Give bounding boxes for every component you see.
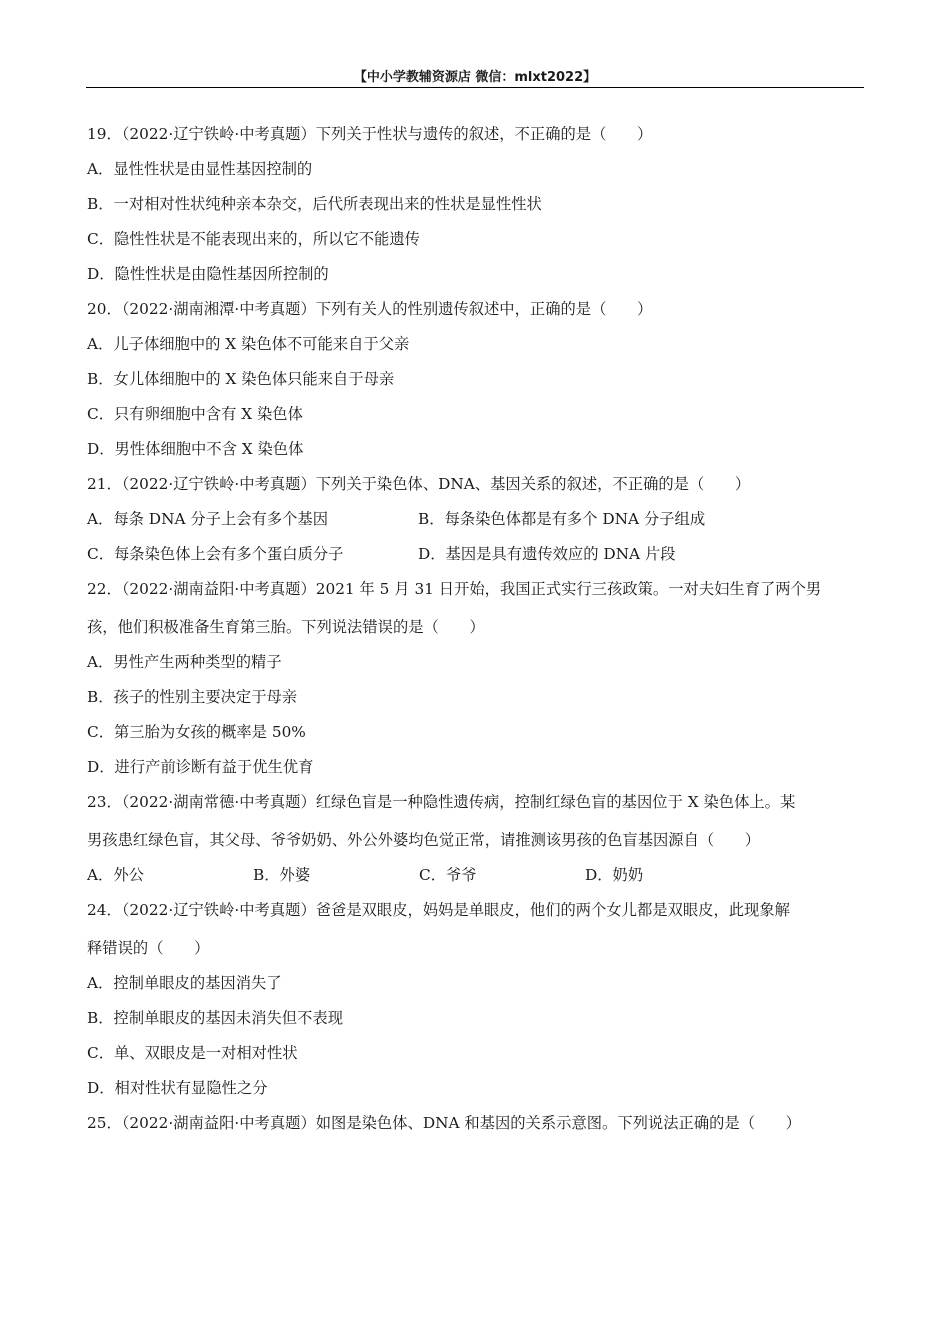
question-25-stem: 25．（2022·湖南益阳·中考真题）如图是染色体、DNA 和基因的关系示意图。下列说法正确的是（ ）: [87, 1114, 801, 1132]
question-21-options-row-1: [87, 509, 863, 529]
question-21-stem: 21．（2022·辽宁铁岭·中考真题）下列关于染色体、DNA、基因关系的叙述，不正确的是（ ）: [87, 475, 751, 493]
question-22-stem-line-2: 孩，他们积极准备生育第三胎。下列说法错误的是（ ）: [87, 618, 485, 636]
question-23-option-c: C．爷爷: [419, 866, 477, 884]
question-19-option-d: D．隐性性状是由隐性基因所控制的: [87, 265, 329, 283]
question-19-option-a: A．显性性状是由显性基因控制的: [87, 160, 313, 178]
question-20-option-a: A．儿子体细胞中的 X 染色体不可能来自于父亲: [87, 335, 410, 353]
question-19-stem: 19．（2022·辽宁铁岭·中考真题）下列关于性状与遗传的叙述，不正确的是（ ）: [87, 125, 653, 143]
question-23-stem-line-1: 23．（2022·湖南常德·中考真题）红绿色盲是一种隐性遗传病，控制红绿色盲的基因位于 X 染色体上。某: [87, 793, 796, 811]
question-23-option-d: D．奶奶: [585, 866, 644, 884]
page-header: 【中小学教辅资源店 微信：mlxt2022】: [353, 70, 597, 85]
question-24-option-b: B．控制单眼皮的基因未消失但不表现: [87, 1009, 343, 1027]
question-24-stem-line-2: 释错误的（ ）: [87, 939, 210, 957]
question-20-option-c: C．只有卵细胞中含有 X 染色体: [87, 405, 303, 423]
question-22-option-b: B．孩子的性别主要决定于母亲: [87, 688, 298, 706]
question-24-option-d: D．相对性状有显隐性之分: [87, 1079, 268, 1097]
question-22-option-c: C．第三胎为女孩的概率是 50%: [87, 723, 306, 741]
question-24-stem-line-1: 24．（2022·辽宁铁岭·中考真题）爸爸是双眼皮，妈妈是单眼皮，他们的两个女儿都是双眼皮，此现象解: [87, 901, 790, 919]
question-20-stem: 20．（2022·湖南湘潭·中考真题）下列有关人的性别遗传叙述中，正确的是（ ）: [87, 300, 653, 318]
question-21-option-d: D．基因是具有遗传效应的 DNA 片段: [418, 545, 676, 563]
header-rule: [86, 87, 864, 88]
question-24-option-c: C．单、双眼皮是一对相对性状: [87, 1044, 298, 1062]
question-24-option-a: A．控制单眼皮的基因消失了: [87, 974, 282, 992]
question-23-options-row: [87, 865, 863, 885]
question-21-option-b: B．每条染色体都是有多个 DNA 分子组成: [418, 510, 706, 528]
question-19-option-c: C．隐性性状是不能表现出来的，所以它不能遗传: [87, 230, 420, 248]
question-20-option-d: D．男性体细胞中不含 X 染色体: [87, 440, 304, 458]
question-21-options-row-2: [87, 544, 863, 564]
question-list: [87, 124, 863, 1148]
question-21-option-c: C．每条染色体上会有多个蛋白质分子: [87, 545, 344, 563]
question-20-option-b: B．女儿体细胞中的 X 染色体只能来自于母亲: [87, 370, 395, 388]
question-23-option-a: A．外公: [87, 866, 144, 884]
question-21-option-a: A．每条 DNA 分子上会有多个基因: [87, 510, 329, 528]
question-23-stem-line-2: 男孩患红绿色盲，其父母、爷爷奶奶、外公外婆均色觉正常，请推测该男孩的色盲基因源自（ ）: [87, 831, 761, 849]
question-22-option-a: A．男性产生两种类型的精子: [87, 653, 282, 671]
question-19-option-b: B．一对相对性状纯种亲本杂交，后代所表现出来的性状是显性性状: [87, 195, 542, 213]
question-22-stem-line-1: 22．（2022·湖南益阳·中考真题）2021 年 5 月 31 日开始，我国正式实行三孩政策。一对夫妇生育了两个男: [87, 580, 822, 598]
question-23-option-b: B．外婆: [253, 866, 311, 884]
question-22-option-d: D．进行产前诊断有益于优生优育: [87, 758, 314, 776]
